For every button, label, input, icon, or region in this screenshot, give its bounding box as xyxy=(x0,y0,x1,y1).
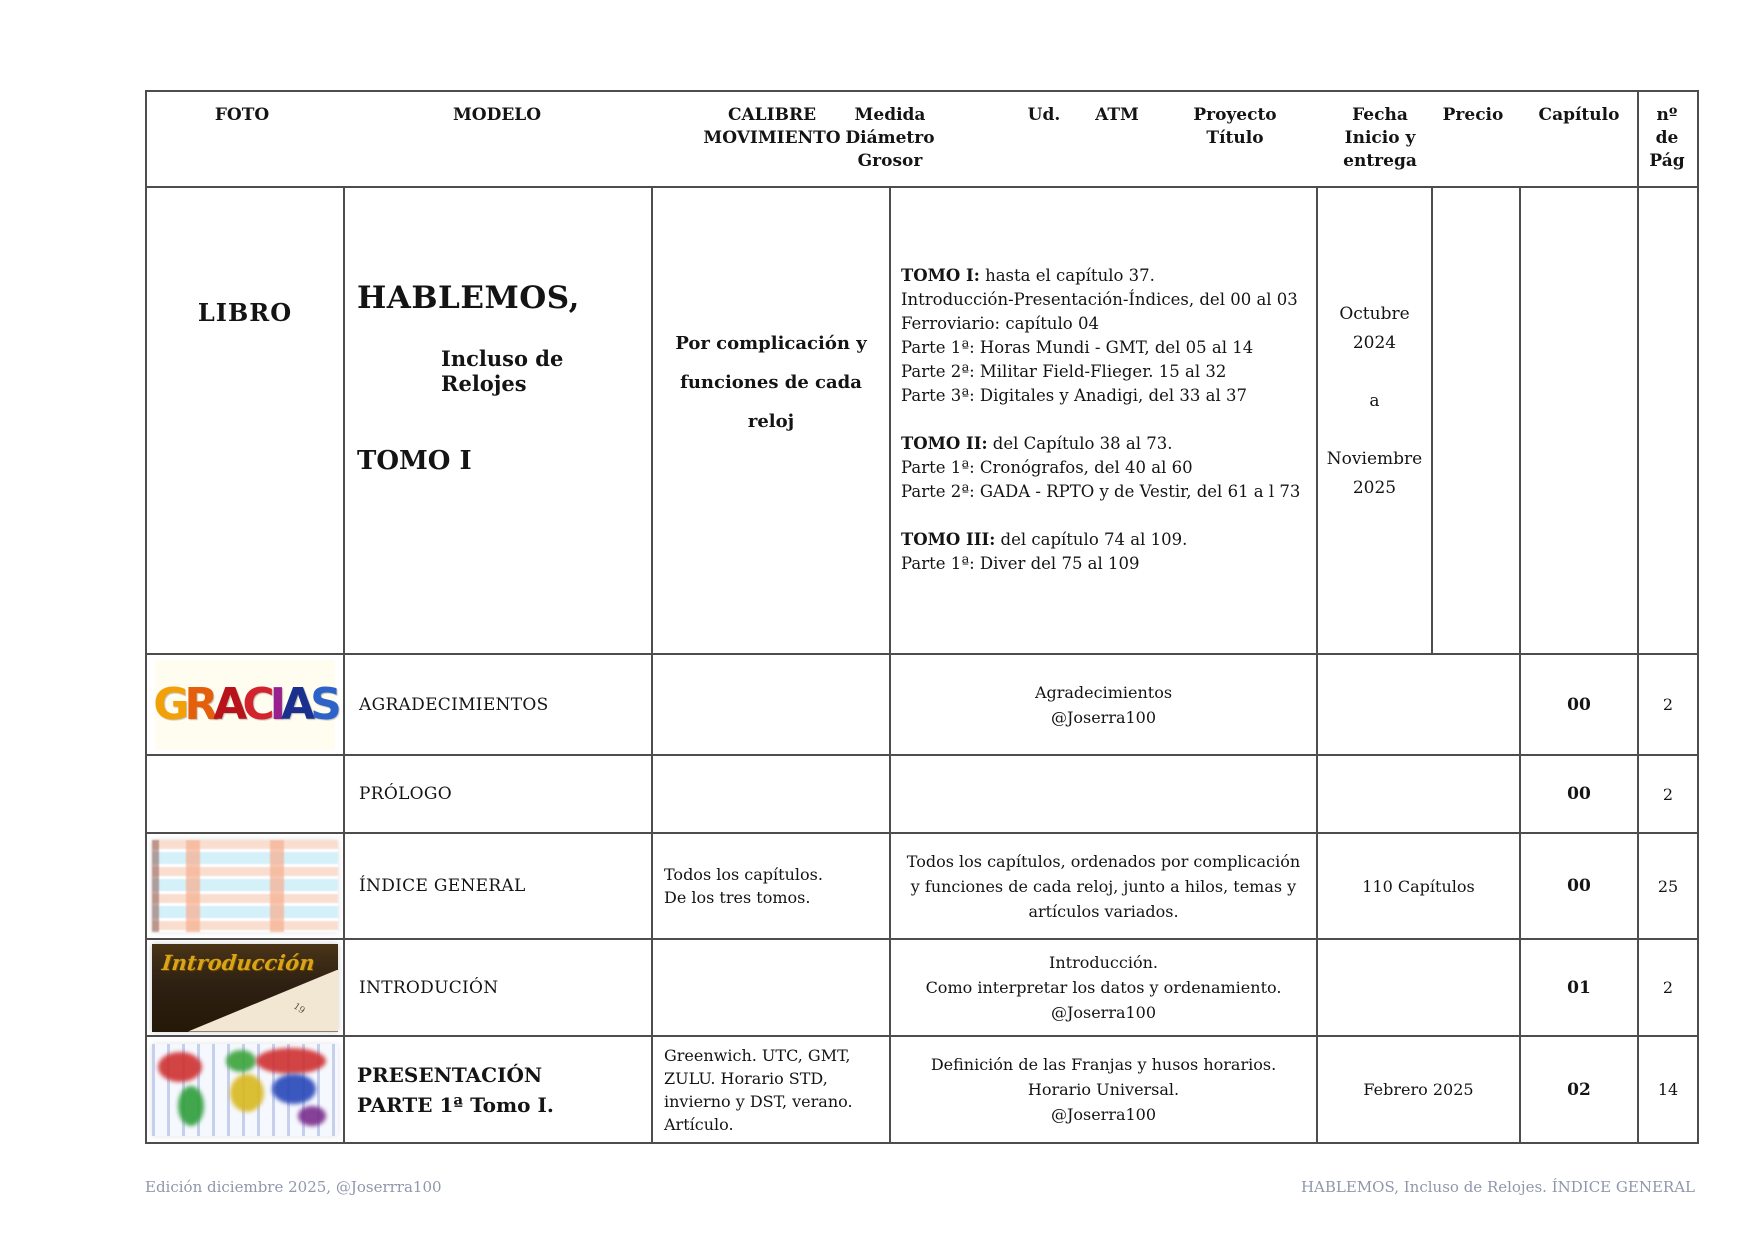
col-header-proyecto xyxy=(1193,104,1276,150)
cell-libro-fecha xyxy=(1318,188,1433,655)
introduccion-image-title: Introducción xyxy=(160,949,316,975)
col-header-atm: ATM xyxy=(1095,105,1139,125)
gracias-letter: I xyxy=(269,679,281,730)
page-count: 2 xyxy=(1662,784,1674,804)
col-header-proyecto-line2: Título xyxy=(1206,128,1264,148)
tomo1-detail: Parte 1ª: Horas Mundi - GMT, del 05 al 14 xyxy=(901,338,1254,357)
row-title: PRÓLOGO xyxy=(359,784,453,804)
cell-introduccion-pag xyxy=(1639,940,1697,1037)
capitulo-number: 00 xyxy=(1567,876,1591,896)
cell-libro-pag xyxy=(1639,188,1697,655)
col-header-capitulo: Capítulo xyxy=(1538,105,1620,125)
cell-agradecimientos-modelo xyxy=(345,655,653,756)
author-handle: @Joserra100 xyxy=(1050,1105,1157,1124)
cell-libro-modelo xyxy=(345,188,653,655)
proyecto-line: y funciones de cada reloj, junto a hilos, temas y xyxy=(910,876,1297,896)
gracias-letter: C xyxy=(242,679,270,730)
cell-agradecimientos-foto xyxy=(147,655,345,756)
tomo2-summary: TOMO II: del Capítulo 38 al 73. xyxy=(901,434,1173,453)
cell-presentacion-fecha xyxy=(1318,1037,1521,1142)
cell-indice-modelo xyxy=(345,834,653,940)
fecha-line: a xyxy=(1369,391,1380,411)
introduccion-thumbnail-image xyxy=(152,944,338,1032)
folded-page-number: 19 xyxy=(290,1001,306,1016)
calibre-note: Greenwich. UTC, GMT, xyxy=(664,1045,851,1065)
capitulo-number: 01 xyxy=(1567,977,1591,998)
proyecto-line: Como interpretar los datos y ordenamiento. xyxy=(925,978,1282,997)
cell-libro-foto: LIBRO xyxy=(147,188,345,655)
cell-presentacion-capitulo xyxy=(1521,1037,1639,1142)
proyecto-line: Introducción. xyxy=(1049,953,1158,972)
calibre-note: Todos los capítulos. xyxy=(664,865,823,884)
gracias-letter: A xyxy=(213,679,243,730)
row-subtitle: PARTE 1ª Tomo I. xyxy=(357,1092,554,1117)
calibre-note: ZULU. Horario STD, xyxy=(664,1068,828,1088)
cell-prologo-proyecto xyxy=(891,756,1318,834)
cell-indice-fecha xyxy=(1318,834,1521,940)
capitulo-number: 00 xyxy=(1567,784,1591,804)
capitulo-number: 02 xyxy=(1567,1079,1591,1100)
cell-indice-capitulo xyxy=(1521,834,1639,940)
calibre-note: De los tres tomos. xyxy=(664,888,811,907)
col-header-foto: FOTO xyxy=(214,105,270,125)
index-table xyxy=(145,90,1699,1144)
col-header-fecha-line1: Fecha xyxy=(1352,105,1408,125)
col-header-medida-line3: Grosor xyxy=(857,151,923,171)
cell-introduccion-capitulo xyxy=(1521,940,1639,1037)
cell-introduccion-proyecto xyxy=(891,940,1318,1037)
fecha-line: 2025 xyxy=(1352,478,1397,498)
fecha-value: Febrero 2025 xyxy=(1363,1080,1474,1099)
cell-presentacion-modelo xyxy=(345,1037,653,1142)
row-title: INTRODUCIÓN xyxy=(359,977,499,998)
spacer xyxy=(901,504,1316,528)
cell-presentacion-proyecto xyxy=(891,1037,1318,1142)
cell-introduccion-calibre xyxy=(653,940,891,1037)
header-pag-divider xyxy=(1637,92,1639,186)
map-blob xyxy=(158,1052,202,1082)
author-handle: @Joserra100 xyxy=(1050,1003,1157,1022)
cell-introduccion-fecha xyxy=(1318,940,1521,1037)
spacer xyxy=(901,408,1316,432)
calibre-line2: funciones de cada xyxy=(680,372,862,393)
proyecto-line: Definición de las Franjas y husos horarios. xyxy=(930,1055,1277,1074)
cell-libro-capitulo xyxy=(1521,188,1639,655)
cell-indice-proyecto xyxy=(891,834,1318,940)
col-header-calibre-line2: MOVIMIENTO xyxy=(703,128,841,148)
fecha-line xyxy=(1318,416,1431,445)
gracias-image xyxy=(155,660,335,750)
map-blob xyxy=(226,1050,256,1072)
calibre-note: Artículo. xyxy=(664,1114,734,1134)
col-header-pag-line1: nº xyxy=(1656,105,1678,125)
proyecto-line: Agradecimientos xyxy=(1034,682,1173,702)
cell-indice-calibre xyxy=(653,834,891,940)
tomo1-summary: TOMO I: hasta el capítulo 37. xyxy=(901,266,1155,285)
page-count: 14 xyxy=(1657,1080,1679,1099)
row-title: ÍNDICE GENERAL xyxy=(359,876,526,896)
tomo3-summary: TOMO III: del capítulo 74 al 109. xyxy=(901,530,1188,549)
cell-agradecimientos-calibre xyxy=(653,655,891,756)
col-header-fecha-line3: entrega xyxy=(1343,151,1417,171)
col-header-medida xyxy=(845,104,934,173)
gracias-letter: A xyxy=(281,679,311,730)
page-fold-corner xyxy=(188,970,338,1032)
col-header-modelo: MODELO xyxy=(452,105,542,125)
tomo3-detail: Parte 1ª: Diver del 75 al 109 xyxy=(901,554,1140,573)
cell-prologo-pag xyxy=(1639,756,1697,834)
cell-agradecimientos-pag xyxy=(1639,655,1697,756)
cell-introduccion-modelo xyxy=(345,940,653,1037)
cell-libro-precio xyxy=(1433,188,1521,655)
cell-prologo-foto xyxy=(147,756,345,834)
cell-agradecimientos-proyecto xyxy=(891,655,1318,756)
footer-edition: Edición diciembre 2025, @Joserrra100 xyxy=(145,1178,442,1196)
calibre-note: invierno y DST, verano. xyxy=(664,1091,853,1111)
cell-prologo-fecha xyxy=(1318,756,1521,834)
proyecto-line: Horario Universal. xyxy=(1027,1080,1180,1099)
book-title: HABLEMOS, xyxy=(357,280,580,316)
fecha-line: Noviembre xyxy=(1326,449,1423,469)
map-blob xyxy=(178,1086,204,1126)
tomo1-detail: Introducción-Presentación-Índices, del 00 al 03 xyxy=(901,290,1298,309)
cell-indice-pag xyxy=(1639,834,1697,940)
map-blob xyxy=(230,1074,264,1112)
footer-document-title: HABLEMOS, Incluso de Relojes. ÍNDICE GENERAL xyxy=(1300,1178,1695,1196)
row-title: AGRADECIMIENTOS xyxy=(359,694,549,715)
spreadsheet-band xyxy=(270,840,284,932)
col-header-pag xyxy=(1649,104,1684,173)
spreadsheet-thumbnail-image xyxy=(152,840,338,932)
tomo1-detail: Parte 3ª: Digitales y Anadigi, del 33 al 37 xyxy=(901,386,1247,405)
cell-indice-foto xyxy=(147,834,345,940)
col-header-pag-line2: de xyxy=(1655,128,1679,148)
capitulos-total: 110 Capítulos xyxy=(1362,876,1475,896)
col-header-medida-line1: Medida xyxy=(854,105,926,125)
cell-prologo-calibre xyxy=(653,756,891,834)
col-header-proyecto-line1: Proyecto xyxy=(1193,105,1277,125)
col-header-medida-line2: Diámetro xyxy=(845,128,935,148)
row-title: PRESENTACIÓN xyxy=(357,1062,543,1087)
gracias-letter: G xyxy=(153,679,185,730)
author-handle: @Joserra100 xyxy=(1050,707,1157,727)
fecha-line: Octubre xyxy=(1339,304,1410,324)
world-timezone-map-image xyxy=(152,1044,338,1136)
tomo1-detail: Parte 2ª: Militar Field-Flieger. 15 al 32 xyxy=(901,362,1227,381)
cell-libro-calibre xyxy=(653,188,891,655)
spreadsheet-rows xyxy=(152,840,338,932)
cell-presentacion-foto xyxy=(147,1037,345,1142)
book-subtitle: Incluso de Relojes xyxy=(441,346,564,396)
table-header-row xyxy=(145,90,1699,186)
calibre-line1: Por complicación y xyxy=(675,333,867,354)
tomo1-detail: Ferroviario: capítulo 04 xyxy=(901,314,1099,333)
cell-agradecimientos-fecha xyxy=(1318,655,1521,756)
page-count: 25 xyxy=(1657,876,1679,896)
cell-agradecimientos-capitulo xyxy=(1521,655,1639,756)
col-header-calibre xyxy=(703,104,840,150)
map-blob xyxy=(256,1048,326,1074)
cell-prologo-modelo xyxy=(345,756,653,834)
proyecto-line: artículos variados. xyxy=(1028,901,1179,921)
col-header-ud: Ud. xyxy=(1027,105,1061,125)
calibre-line3: reloj xyxy=(747,411,795,432)
col-header-pag-line3: Pág xyxy=(1649,151,1685,171)
col-header-calibre-line1: CALIBRE xyxy=(727,105,817,125)
page-count: 2 xyxy=(1662,695,1674,714)
gracias-letter: R xyxy=(184,679,214,730)
cell-introduccion-foto xyxy=(147,940,345,1037)
cell-prologo-capitulo xyxy=(1521,756,1639,834)
capitulo-number: 00 xyxy=(1567,694,1591,715)
col-header-precio: Precio xyxy=(1442,105,1504,125)
cell-presentacion-calibre xyxy=(653,1037,891,1142)
spreadsheet-band xyxy=(186,840,200,932)
cell-libro-proyecto xyxy=(891,188,1318,655)
proyecto-line: Todos los capítulos, ordenados por complicación xyxy=(906,851,1301,871)
cell-presentacion-pag xyxy=(1639,1037,1697,1142)
gracias-letter: S xyxy=(310,679,337,730)
map-blob xyxy=(298,1106,326,1126)
table-body xyxy=(145,186,1699,1144)
book-volume: TOMO I xyxy=(357,446,472,476)
fecha-line: 2024 xyxy=(1352,333,1397,353)
tomo2-detail: Parte 1ª: Cronógrafos, del 40 al 60 xyxy=(901,458,1193,477)
fecha-line xyxy=(1318,358,1431,387)
col-header-fecha xyxy=(1343,104,1417,173)
col-header-fecha-line2: Inicio y xyxy=(1344,128,1416,148)
map-blob xyxy=(272,1074,316,1104)
tomo2-detail: Parte 2ª: GADA - RPTO y de Vestir, del 61 a l 73 xyxy=(901,482,1301,501)
page-count: 2 xyxy=(1662,978,1674,997)
